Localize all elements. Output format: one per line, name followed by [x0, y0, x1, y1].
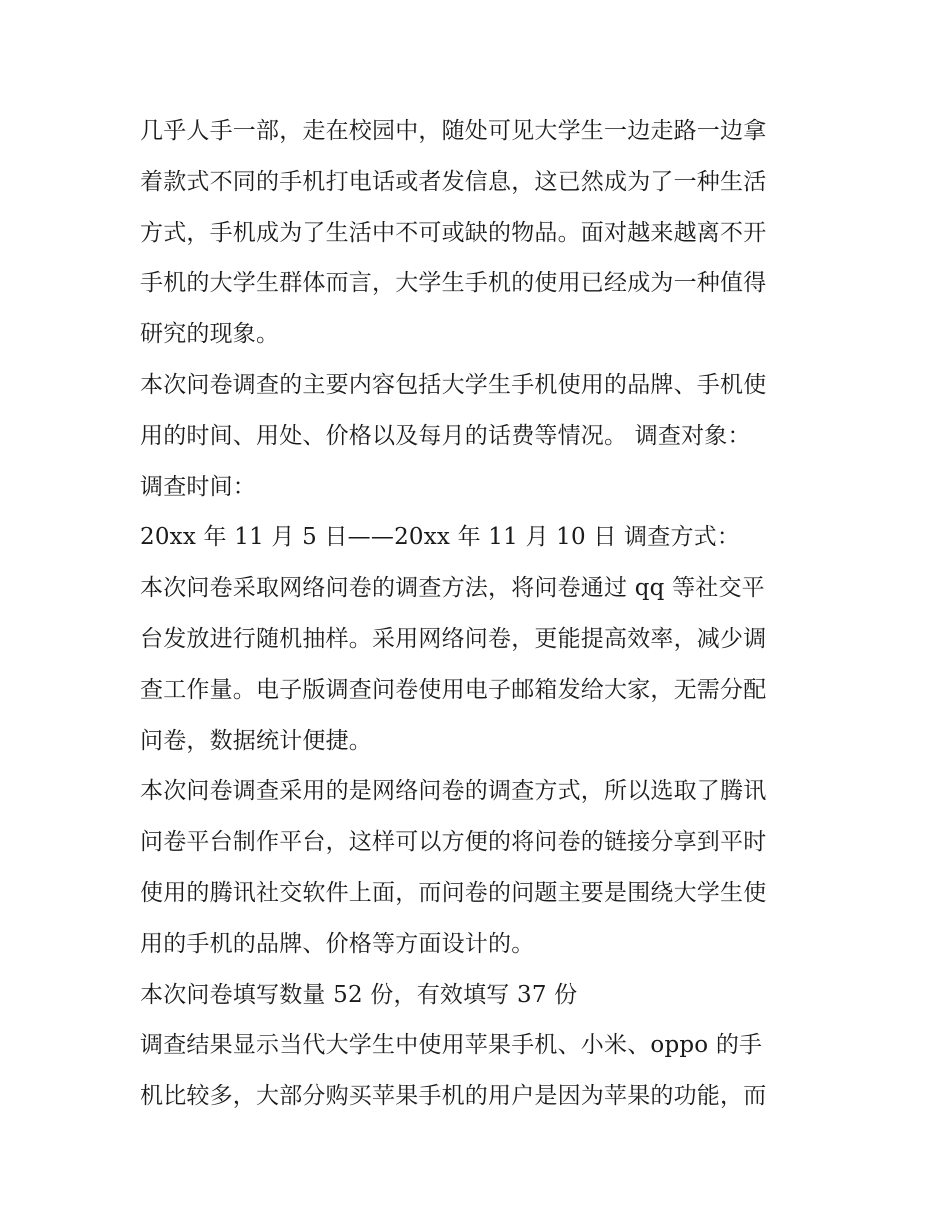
- text-line: 机比较多，大部分购买苹果手机的用户是因为苹果的功能，而: [140, 1083, 767, 1110]
- text-line: 20xx 年 11 月 5 日——20xx 年 11 月 10 日 调查方式：: [140, 524, 741, 551]
- text-line: 使用的腾讯社交软件上面，而问卷的问题主要是围绕大学生使: [140, 879, 767, 906]
- text-line: 本次问卷采取网络问卷的调查方法，将问卷通过 qq 等社交平: [140, 575, 765, 602]
- text-line: 手机的大学生群体而言，大学生手机的使用已经成为一种值得: [140, 270, 767, 297]
- text-line: 调查时间：: [140, 473, 256, 500]
- text-line: 调查结果显示当代大学生中使用苹果手机、小米、oppo 的手: [140, 1032, 763, 1059]
- text-line: 方式，手机成为了生活中不可或缺的物品。面对越来越离不开: [140, 219, 767, 246]
- text-line: 几乎人手一部，走在校园中，随处可见大学生一边走路一边拿: [140, 118, 767, 144]
- paragraph-results: [140, 1020, 820, 1122]
- text-line: 问卷平台制作平台，这样可以方便的将问卷的链接分享到平时: [140, 829, 767, 856]
- text-line: 用的手机的品牌、价格等方面设计的。: [140, 930, 535, 957]
- text-line: 用的时间、用处、价格以及每月的话费等情况。 调查对象：: [140, 422, 751, 449]
- paragraph-response-count: [140, 970, 820, 1021]
- text-line: 本次问卷调查采用的是网络问卷的调查方式，所以选取了腾讯: [140, 778, 767, 805]
- document-page: [140, 106, 820, 1122]
- text-line: 查工作量。电子版调查问卷使用电子邮箱发给大家，无需分配: [140, 676, 767, 703]
- paragraph-survey-time-label: [140, 462, 820, 513]
- text-line: 问卷，数据统计便捷。: [140, 727, 372, 754]
- paragraph-survey-content: [140, 360, 820, 462]
- paragraph-intro: [140, 106, 820, 360]
- paragraph-survey-platform: [140, 766, 820, 969]
- text-line: 本次问卷填写数量 52 份，有效填写 37 份: [140, 981, 578, 1008]
- text-line: 研究的现象。: [140, 321, 280, 348]
- text-line: 本次问卷调查的主要内容包括大学生手机使用的品牌、手机使: [140, 371, 767, 398]
- paragraph-survey-method: [140, 563, 820, 766]
- text-line: 台发放进行随机抽样。采用网络问卷，更能提高效率，减少调: [140, 625, 767, 652]
- paragraph-survey-dates: [140, 512, 820, 563]
- text-line: 着款式不同的手机打电话或者发信息，这已然成为了一种生活: [140, 168, 767, 195]
